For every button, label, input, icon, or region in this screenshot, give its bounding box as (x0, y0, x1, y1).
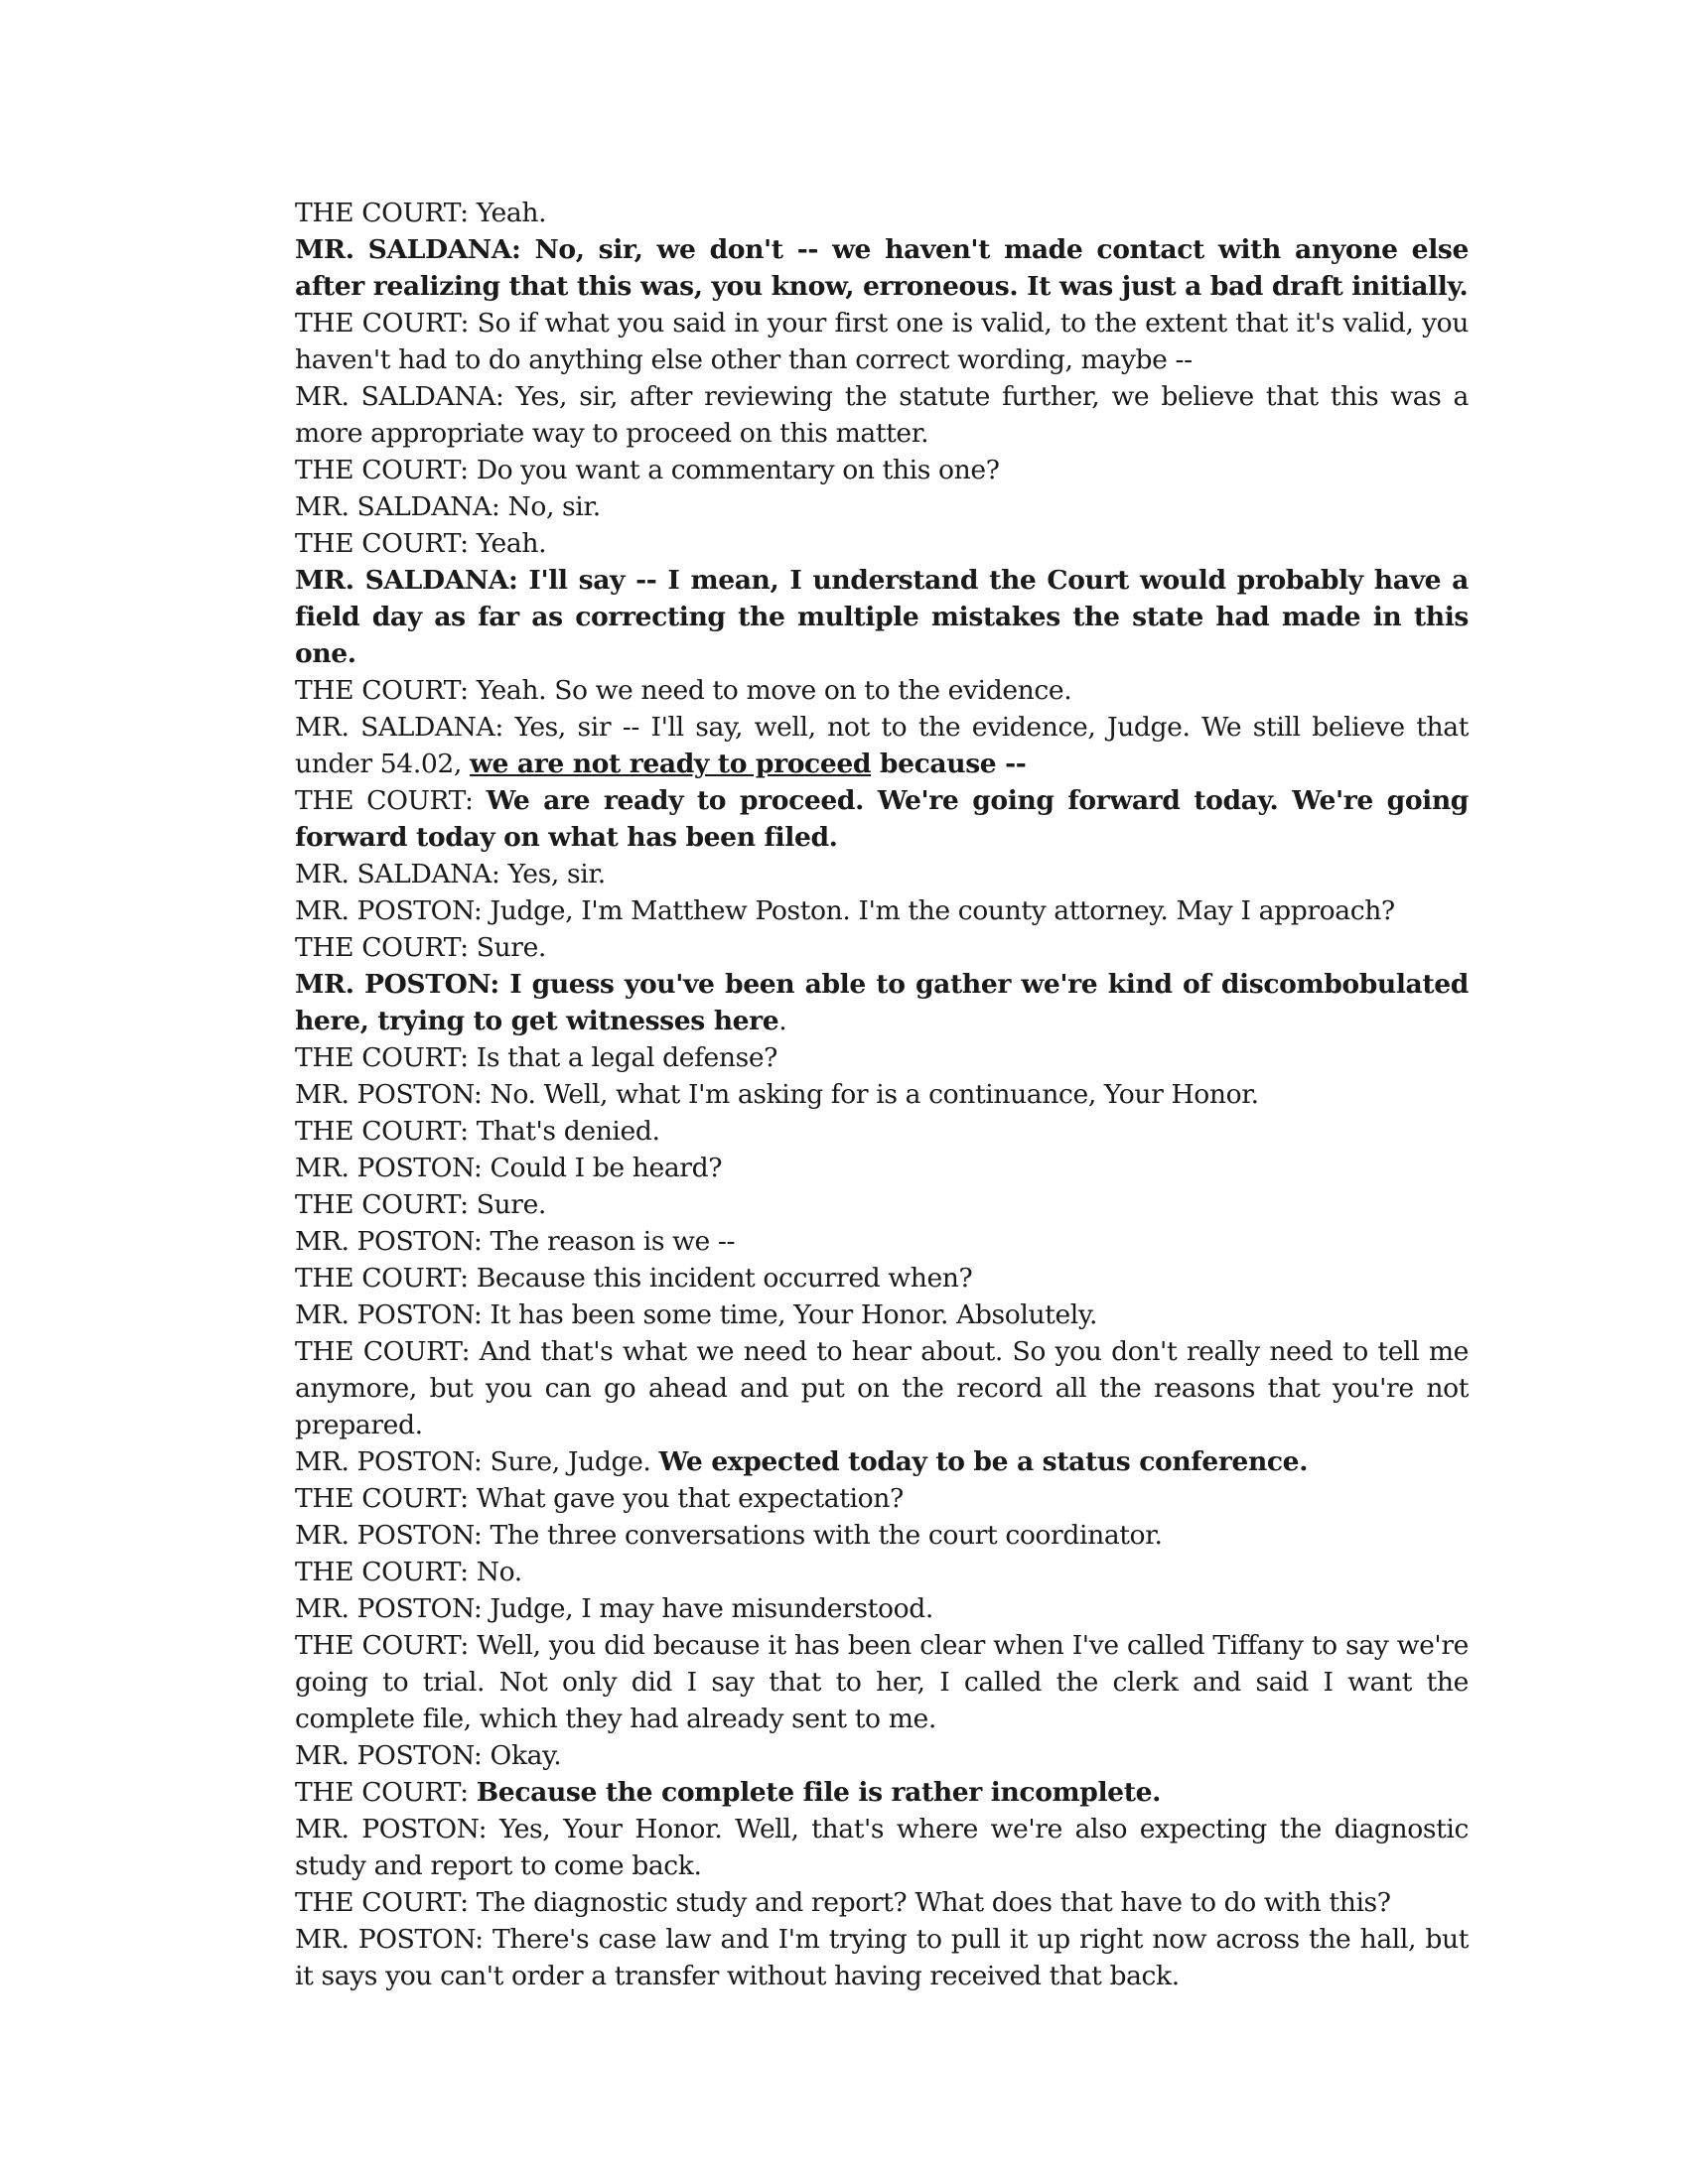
transcript-segment: MR. POSTON: It has been some time, Your Honor. Absolutely. (295, 1299, 1098, 1330)
transcript-segment: MR. POSTON: No. Well, what I'm asking for is a continuance, Your Honor. (295, 1079, 1259, 1110)
transcript-line (295, 1554, 1469, 1590)
transcript-line (295, 378, 1469, 452)
transcript-line (295, 231, 1469, 305)
transcript-segment: THE COURT: (295, 785, 487, 816)
transcript-line (295, 966, 1469, 1039)
transcript-line (295, 1076, 1469, 1113)
transcript-segment: Because the complete file is rather incomplete. (476, 1777, 1161, 1808)
transcript-segment: We expected today to be a status conference. (658, 1446, 1309, 1477)
transcript-line (295, 782, 1469, 856)
transcript-segment: MR. POSTON: The three conversations with the court coordinator. (295, 1520, 1163, 1551)
transcript-segment: THE COURT: Well, you did because it has been clear when I've called Tiffany to say we're going to trial. Not only did I say that to her, I called the clerk and said I want the complete file, which they had already sent to me. (295, 1630, 1469, 1734)
transcript-segment: THE COURT: (295, 1777, 477, 1808)
transcript-segment: MR. POSTON: Okay. (295, 1740, 562, 1771)
transcript-line (295, 452, 1469, 488)
transcript-line (295, 1113, 1469, 1150)
transcript-segment: THE COURT: Is that a legal defense? (295, 1042, 778, 1073)
transcript-segment: THE COURT: Do you want a commentary on this one? (295, 455, 1000, 485)
transcript-segment: we are not ready to proceed (470, 749, 872, 779)
transcript-segment: THE COURT: Sure. (295, 1189, 546, 1220)
transcript-line (295, 488, 1469, 525)
transcript-line (295, 525, 1469, 562)
transcript-segment: MR. SALDANA: Yes, sir, after reviewing the statute further, we believe that this was a more appropriate way to proceed on this matter. (295, 381, 1469, 449)
transcript-segment: MR. SALDANA: No, sir, we don't -- we haven't made contact with anyone else after realizing that this was, you know, erroneous. It was just a bad draft initially. (295, 234, 1469, 302)
transcript-segment: MR. SALDANA: No, sir. (295, 491, 601, 522)
transcript-line (295, 305, 1469, 378)
transcript-line (295, 1150, 1469, 1186)
transcript-line (295, 856, 1469, 892)
transcript-line (295, 1627, 1469, 1737)
transcript-line (295, 1443, 1469, 1480)
transcript-line (295, 1884, 1469, 1921)
transcript-segment: THE COURT: Sure. (295, 932, 546, 963)
transcript-line (295, 1737, 1469, 1774)
transcript-segment: MR. SALDANA: I'll say -- I mean, I understand the Court would probably have a field day as far as correcting the multiple mistakes the state had made in this one. (295, 565, 1469, 669)
transcript-segment: THE COURT: What gave you that expectation? (295, 1483, 904, 1514)
transcript-line (295, 1186, 1469, 1223)
transcript-segment: THE COURT: Yeah. (295, 528, 547, 559)
transcript-line (295, 929, 1469, 966)
transcript-segment: THE COURT: Because this incident occurred when? (295, 1263, 973, 1294)
transcript-segment: MR. POSTON: There's case law and I'm trying to pull it up right now across the hall, but it says you can't order a transfer without having received that back. (295, 1924, 1469, 1991)
transcript-line (295, 195, 1469, 231)
transcript-line (295, 1039, 1469, 1076)
transcript-segment: THE COURT: Yeah. So we need to move on to the evidence. (295, 675, 1072, 706)
transcript-line (295, 892, 1469, 929)
transcript-line (295, 562, 1469, 672)
transcript-line (295, 1774, 1469, 1811)
transcript-line (295, 1480, 1469, 1517)
transcript-segment: MR. POSTON: Could I be heard? (295, 1153, 723, 1183)
transcript-segment: MR. SALDANA: Yes, sir -- I'll say, well, not to the evidence, Judge. We still believe that under 54.02, (295, 712, 1469, 779)
transcript-segment: MR. POSTON: I guess you've been able to gather we're kind of discombobulated here, trying to get witnesses here (295, 969, 1469, 1036)
transcript-segment: MR. SALDANA: Yes, sir. (295, 859, 606, 889)
transcript-line (295, 1333, 1469, 1443)
transcript-segment: . (778, 1006, 787, 1036)
transcript-line (295, 1297, 1469, 1333)
transcript-segment: THE COURT: The diagnostic study and report? What does that have to do with this? (295, 1887, 1391, 1918)
transcript-segment: THE COURT: Yeah. (295, 198, 547, 228)
transcript-line (295, 1260, 1469, 1297)
transcript-segment: THE COURT: So if what you said in your first one is valid, to the extent that it's valid, you haven't had to do anything else other than correct wording, maybe -- (295, 308, 1469, 375)
transcript-segment: MR. POSTON: Sure, Judge. (295, 1446, 659, 1477)
transcript-segment: because -- (871, 749, 1027, 779)
transcript-segment: THE COURT: And that's what we need to hear about. So you don't really need to tell me anymore, but you can go ahead and put on the record all the reasons that you're not prepared. (295, 1336, 1469, 1440)
transcript-segment: MR. POSTON: Yes, Your Honor. Well, that's where we're also expecting the diagnostic study and report to come back. (295, 1814, 1469, 1881)
transcript-line (295, 1590, 1469, 1627)
transcript-line (295, 1223, 1469, 1260)
transcript-segment: MR. POSTON: Judge, I may have misunderstood. (295, 1593, 933, 1624)
transcript-line (295, 1517, 1469, 1554)
transcript-segment: MR. POSTON: The reason is we -- (295, 1226, 736, 1257)
transcript-line (295, 672, 1469, 709)
transcript-segment: We are ready to proceed. We're going forward today. We're going forward today on what has been filed. (295, 785, 1469, 853)
transcript-segment: THE COURT: That's denied. (295, 1116, 660, 1147)
transcript-line (295, 1921, 1469, 1994)
transcript-line (295, 1811, 1469, 1884)
transcript-line (295, 709, 1469, 782)
transcript-body (295, 195, 1469, 1994)
transcript-segment: MR. POSTON: Judge, I'm Matthew Poston. I'm the county attorney. May I approach? (295, 895, 1395, 926)
transcript-segment: THE COURT: No. (295, 1557, 522, 1587)
